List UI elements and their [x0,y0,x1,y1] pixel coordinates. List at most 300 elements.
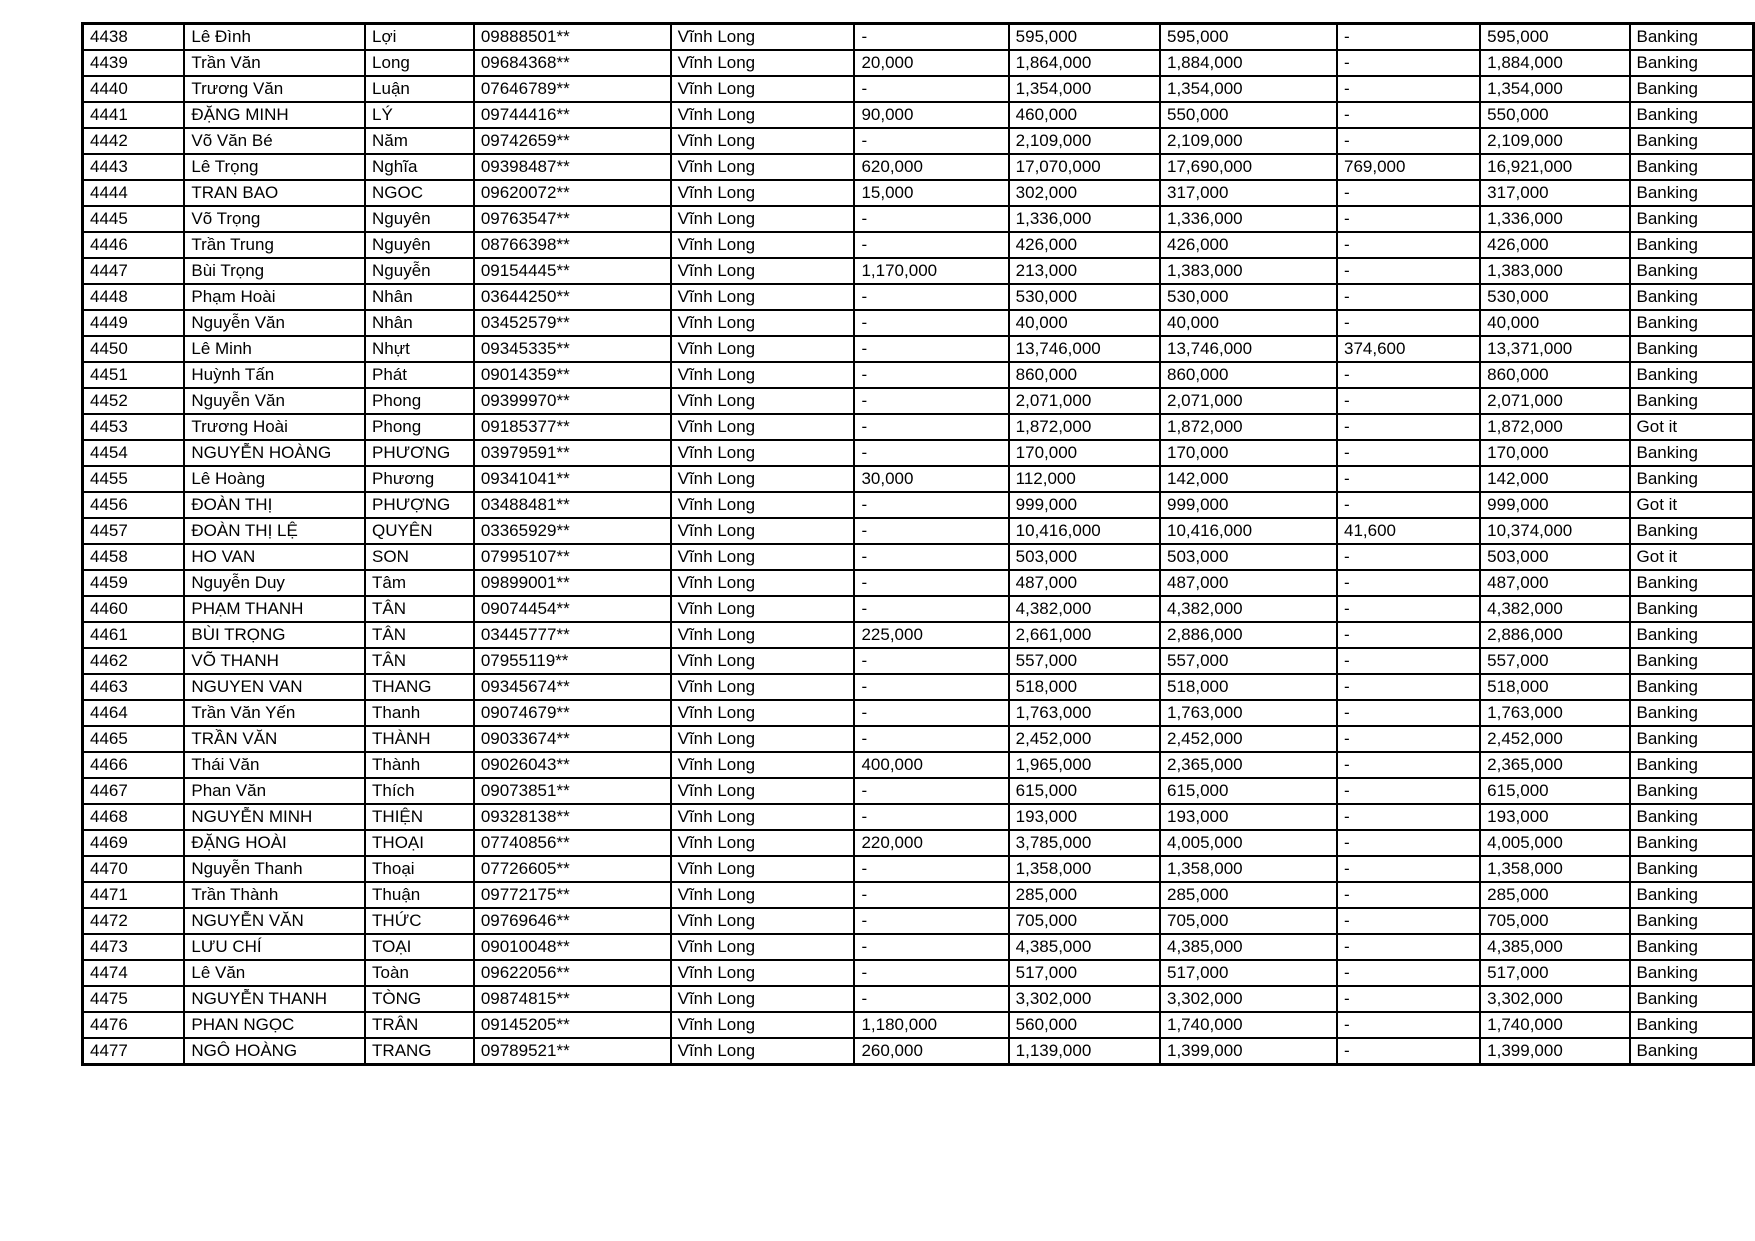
cell-province: Vĩnh Long [671,544,855,570]
cell-amount-4: - [1337,362,1480,388]
cell-amount-1: 620,000 [854,154,1008,180]
cell-first-name: Luận [365,76,474,102]
cell-province: Vĩnh Long [671,622,855,648]
cell-amount-2: 860,000 [1009,362,1160,388]
cell-amount-3: 142,000 [1160,466,1337,492]
cell-id: 4470 [83,856,185,882]
cell-amount-3: 4,005,000 [1160,830,1337,856]
cell-province: Vĩnh Long [671,24,855,51]
cell-amount-5: 2,886,000 [1480,622,1629,648]
cell-amount-3: 2,071,000 [1160,388,1337,414]
cell-phone: 09789521** [474,1038,671,1065]
cell-status: Banking [1630,440,1754,466]
cell-amount-1: - [854,414,1008,440]
cell-id: 4450 [83,336,185,362]
cell-province: Vĩnh Long [671,778,855,804]
cell-amount-5: 16,921,000 [1480,154,1629,180]
cell-amount-5: 1,354,000 [1480,76,1629,102]
cell-id: 4452 [83,388,185,414]
cell-amount-2: 2,452,000 [1009,726,1160,752]
cell-amount-3: 1,872,000 [1160,414,1337,440]
cell-amount-2: 1,763,000 [1009,700,1160,726]
cell-first-name: Năm [365,128,474,154]
cell-province: Vĩnh Long [671,206,855,232]
cell-amount-3: 503,000 [1160,544,1337,570]
cell-amount-1: - [854,570,1008,596]
cell-amount-3: 4,382,000 [1160,596,1337,622]
cell-first-name: Long [365,50,474,76]
cell-province: Vĩnh Long [671,76,855,102]
cell-phone: 09014359** [474,362,671,388]
cell-amount-1: 20,000 [854,50,1008,76]
cell-last-name: NGÔ HOÀNG [184,1038,365,1065]
cell-status: Banking [1630,388,1754,414]
cell-amount-2: 13,746,000 [1009,336,1160,362]
cell-amount-1: - [854,76,1008,102]
cell-amount-3: 550,000 [1160,102,1337,128]
cell-first-name: THÀNH [365,726,474,752]
cell-phone: 09769646** [474,908,671,934]
cell-id: 4466 [83,752,185,778]
cell-first-name: LÝ [365,102,474,128]
cell-first-name: Nguyên [365,232,474,258]
cell-phone: 09620072** [474,180,671,206]
cell-status: Banking [1630,960,1754,986]
cell-amount-2: 595,000 [1009,24,1160,51]
cell-amount-2: 1,354,000 [1009,76,1160,102]
cell-id: 4459 [83,570,185,596]
cell-amount-2: 1,872,000 [1009,414,1160,440]
cell-id: 4471 [83,882,185,908]
cell-amount-2: 2,661,000 [1009,622,1160,648]
cell-amount-1: - [854,232,1008,258]
cell-amount-5: 1,358,000 [1480,856,1629,882]
cell-amount-4: - [1337,466,1480,492]
table-row [83,154,1754,180]
cell-first-name: THOẠI [365,830,474,856]
cell-amount-3: 17,690,000 [1160,154,1337,180]
cell-status: Banking [1630,934,1754,960]
cell-amount-5: 1,763,000 [1480,700,1629,726]
cell-amount-4: - [1337,544,1480,570]
cell-amount-4: - [1337,934,1480,960]
cell-first-name: Lợi [365,24,474,51]
table-row [83,492,1754,518]
cell-province: Vĩnh Long [671,726,855,752]
cell-last-name: Lê Minh [184,336,365,362]
cell-phone: 09073851** [474,778,671,804]
cell-phone: 07740856** [474,830,671,856]
table-row [83,778,1754,804]
cell-status: Banking [1630,76,1754,102]
cell-amount-3: 170,000 [1160,440,1337,466]
table-row [83,622,1754,648]
cell-last-name: LƯU CHÍ [184,934,365,960]
cell-amount-1: - [854,206,1008,232]
cell-status: Banking [1630,1012,1754,1038]
cell-amount-1: - [854,544,1008,570]
cell-phone: 09074679** [474,700,671,726]
cell-amount-1: - [854,362,1008,388]
cell-status: Banking [1630,128,1754,154]
cell-amount-1: 30,000 [854,466,1008,492]
cell-phone: 09033674** [474,726,671,752]
cell-amount-5: 1,740,000 [1480,1012,1629,1038]
cell-amount-3: 2,452,000 [1160,726,1337,752]
cell-id: 4476 [83,1012,185,1038]
cell-province: Vĩnh Long [671,466,855,492]
cell-amount-5: 615,000 [1480,778,1629,804]
table-row [83,882,1754,908]
cell-last-name: Võ Văn Bé [184,128,365,154]
table-row [83,76,1754,102]
cell-province: Vĩnh Long [671,284,855,310]
cell-amount-5: 4,382,000 [1480,596,1629,622]
cell-amount-3: 557,000 [1160,648,1337,674]
cell-first-name: TÂN [365,648,474,674]
cell-phone: 09899001** [474,570,671,596]
cell-province: Vĩnh Long [671,128,855,154]
cell-last-name: Trương Văn [184,76,365,102]
cell-amount-4: - [1337,258,1480,284]
table-row [83,128,1754,154]
cell-amount-3: 285,000 [1160,882,1337,908]
cell-amount-4: - [1337,414,1480,440]
cell-status: Banking [1630,362,1754,388]
cell-last-name: Phan Văn [184,778,365,804]
cell-amount-5: 142,000 [1480,466,1629,492]
cell-amount-5: 517,000 [1480,960,1629,986]
cell-last-name: Trần Văn Yến [184,700,365,726]
table-row [83,986,1754,1012]
cell-amount-2: 426,000 [1009,232,1160,258]
cell-amount-5: 13,371,000 [1480,336,1629,362]
cell-last-name: ĐOÀN THỊ [184,492,365,518]
cell-province: Vĩnh Long [671,960,855,986]
cell-phone: 03488481** [474,492,671,518]
cell-id: 4448 [83,284,185,310]
cell-last-name: TRẦN VĂN [184,726,365,752]
cell-amount-5: 193,000 [1480,804,1629,830]
cell-first-name: Phong [365,414,474,440]
cell-amount-2: 999,000 [1009,492,1160,518]
cell-status: Banking [1630,310,1754,336]
payout-table [81,22,1755,1066]
cell-first-name: NGOC [365,180,474,206]
cell-amount-4: - [1337,206,1480,232]
cell-first-name: Nghĩa [365,154,474,180]
cell-amount-1: - [854,440,1008,466]
cell-amount-1: - [854,128,1008,154]
cell-first-name: TÂN [365,596,474,622]
cell-amount-2: 302,000 [1009,180,1160,206]
cell-last-name: Nguyễn Văn [184,310,365,336]
cell-last-name: Trần Văn [184,50,365,76]
cell-province: Vĩnh Long [671,1038,855,1065]
cell-status: Banking [1630,726,1754,752]
table-row [83,700,1754,726]
cell-phone: 07646789** [474,76,671,102]
cell-amount-4: - [1337,986,1480,1012]
cell-id: 4447 [83,258,185,284]
cell-amount-5: 2,109,000 [1480,128,1629,154]
cell-id: 4439 [83,50,185,76]
cell-amount-2: 2,109,000 [1009,128,1160,154]
cell-amount-3: 860,000 [1160,362,1337,388]
cell-last-name: Lê Văn [184,960,365,986]
cell-amount-2: 4,382,000 [1009,596,1160,622]
cell-amount-4: - [1337,752,1480,778]
cell-amount-1: - [854,336,1008,362]
cell-phone: 09744416** [474,102,671,128]
cell-last-name: Lê Đình [184,24,365,51]
cell-amount-1: - [854,284,1008,310]
cell-first-name: TOẠI [365,934,474,960]
table-body [83,24,1754,1065]
cell-province: Vĩnh Long [671,336,855,362]
cell-id: 4464 [83,700,185,726]
cell-id: 4474 [83,960,185,986]
table-row [83,388,1754,414]
cell-last-name: ĐẶNG MINH [184,102,365,128]
cell-first-name: PHƯƠNG [365,440,474,466]
cell-status: Banking [1630,180,1754,206]
cell-phone: 09154445** [474,258,671,284]
cell-phone: 09742659** [474,128,671,154]
cell-amount-1: 90,000 [854,102,1008,128]
cell-first-name: THANG [365,674,474,700]
cell-first-name: SON [365,544,474,570]
cell-status: Banking [1630,466,1754,492]
cell-status: Banking [1630,518,1754,544]
cell-last-name: Thái Văn [184,752,365,778]
cell-amount-3: 1,740,000 [1160,1012,1337,1038]
cell-amount-2: 4,385,000 [1009,934,1160,960]
cell-amount-4: - [1337,76,1480,102]
table-row [83,856,1754,882]
cell-phone: 07955119** [474,648,671,674]
table-row [83,674,1754,700]
table-row [83,336,1754,362]
cell-first-name: Thuận [365,882,474,908]
cell-amount-2: 557,000 [1009,648,1160,674]
cell-amount-5: 170,000 [1480,440,1629,466]
cell-amount-1: - [854,934,1008,960]
cell-first-name: THỨC [365,908,474,934]
cell-id: 4458 [83,544,185,570]
cell-amount-4: - [1337,570,1480,596]
cell-last-name: NGUYỄN MINH [184,804,365,830]
cell-province: Vĩnh Long [671,102,855,128]
cell-phone: 07995107** [474,544,671,570]
cell-amount-4: - [1337,778,1480,804]
table-row [83,544,1754,570]
cell-last-name: BÙI TRỌNG [184,622,365,648]
cell-province: Vĩnh Long [671,154,855,180]
cell-amount-4: - [1337,440,1480,466]
table-row [83,440,1754,466]
cell-last-name: Nguyễn Duy [184,570,365,596]
cell-status: Banking [1630,804,1754,830]
cell-amount-5: 2,365,000 [1480,752,1629,778]
table-row [83,726,1754,752]
cell-last-name: HO VAN [184,544,365,570]
cell-status: Banking [1630,50,1754,76]
cell-id: 4472 [83,908,185,934]
cell-province: Vĩnh Long [671,570,855,596]
cell-first-name: Nhựt [365,336,474,362]
cell-first-name: TRANG [365,1038,474,1065]
cell-amount-4: - [1337,596,1480,622]
cell-amount-2: 1,965,000 [1009,752,1160,778]
cell-amount-5: 40,000 [1480,310,1629,336]
cell-province: Vĩnh Long [671,934,855,960]
cell-amount-4: - [1337,128,1480,154]
cell-first-name: PHƯỢNG [365,492,474,518]
cell-amount-1: - [854,804,1008,830]
cell-amount-2: 3,785,000 [1009,830,1160,856]
table-row [83,648,1754,674]
cell-status: Banking [1630,258,1754,284]
table-row [83,830,1754,856]
cell-amount-2: 17,070,000 [1009,154,1160,180]
table-row [83,1012,1754,1038]
cell-phone: 09345335** [474,336,671,362]
cell-amount-3: 4,385,000 [1160,934,1337,960]
cell-amount-5: 317,000 [1480,180,1629,206]
cell-amount-2: 487,000 [1009,570,1160,596]
cell-id: 4462 [83,648,185,674]
cell-amount-5: 705,000 [1480,908,1629,934]
cell-amount-4: - [1337,492,1480,518]
cell-first-name: Nguyễn [365,258,474,284]
cell-amount-4: 41,600 [1337,518,1480,544]
cell-province: Vĩnh Long [671,908,855,934]
cell-amount-3: 10,416,000 [1160,518,1337,544]
cell-amount-1: - [854,388,1008,414]
table-row [83,960,1754,986]
cell-phone: 09772175** [474,882,671,908]
cell-id: 4469 [83,830,185,856]
cell-last-name: NGUYEN VAN [184,674,365,700]
cell-amount-4: - [1337,310,1480,336]
cell-phone: 03452579** [474,310,671,336]
cell-first-name: Phương [365,466,474,492]
cell-phone: 09185377** [474,414,671,440]
cell-last-name: Phạm Hoài [184,284,365,310]
cell-amount-3: 615,000 [1160,778,1337,804]
cell-province: Vĩnh Long [671,804,855,830]
cell-amount-5: 1,884,000 [1480,50,1629,76]
cell-status: Banking [1630,856,1754,882]
cell-amount-4: - [1337,180,1480,206]
cell-amount-4: - [1337,648,1480,674]
cell-amount-5: 285,000 [1480,882,1629,908]
cell-amount-1: - [854,596,1008,622]
cell-amount-5: 3,302,000 [1480,986,1629,1012]
cell-amount-1: 220,000 [854,830,1008,856]
cell-amount-5: 550,000 [1480,102,1629,128]
cell-id: 4468 [83,804,185,830]
cell-amount-1: 225,000 [854,622,1008,648]
cell-province: Vĩnh Long [671,310,855,336]
table-row [83,466,1754,492]
cell-province: Vĩnh Long [671,388,855,414]
cell-phone: 09684368** [474,50,671,76]
cell-province: Vĩnh Long [671,856,855,882]
cell-amount-4: 374,600 [1337,336,1480,362]
cell-last-name: ĐOÀN THỊ LỆ [184,518,365,544]
cell-first-name: TRÂN [365,1012,474,1038]
cell-status: Banking [1630,24,1754,51]
cell-status: Banking [1630,102,1754,128]
cell-phone: 03365929** [474,518,671,544]
cell-amount-1: 15,000 [854,180,1008,206]
cell-amount-4: - [1337,102,1480,128]
cell-amount-5: 10,374,000 [1480,518,1629,544]
cell-amount-2: 285,000 [1009,882,1160,908]
cell-amount-4: 769,000 [1337,154,1480,180]
cell-amount-1: 400,000 [854,752,1008,778]
cell-amount-5: 999,000 [1480,492,1629,518]
cell-amount-3: 426,000 [1160,232,1337,258]
cell-amount-1: 1,170,000 [854,258,1008,284]
cell-province: Vĩnh Long [671,830,855,856]
table-row [83,934,1754,960]
cell-last-name: NGUYỄN THANH [184,986,365,1012]
cell-last-name: Trần Trung [184,232,365,258]
cell-phone: 09026043** [474,752,671,778]
cell-id: 4438 [83,24,185,51]
cell-first-name: Thành [365,752,474,778]
cell-last-name: TRAN BAO [184,180,365,206]
cell-province: Vĩnh Long [671,492,855,518]
cell-id: 4444 [83,180,185,206]
cell-last-name: Huỳnh Tấn [184,362,365,388]
cell-amount-3: 530,000 [1160,284,1337,310]
table-row [83,206,1754,232]
cell-phone: 09398487** [474,154,671,180]
cell-id: 4446 [83,232,185,258]
cell-last-name: ĐẶNG HOÀI [184,830,365,856]
cell-amount-5: 518,000 [1480,674,1629,700]
cell-status: Banking [1630,596,1754,622]
cell-amount-3: 193,000 [1160,804,1337,830]
cell-amount-3: 595,000 [1160,24,1337,51]
cell-id: 4451 [83,362,185,388]
cell-amount-2: 615,000 [1009,778,1160,804]
cell-first-name: Nguyên [365,206,474,232]
cell-status: Banking [1630,778,1754,804]
cell-amount-1: - [854,674,1008,700]
table-row [83,804,1754,830]
cell-amount-2: 705,000 [1009,908,1160,934]
cell-amount-2: 460,000 [1009,102,1160,128]
cell-amount-2: 1,864,000 [1009,50,1160,76]
cell-amount-3: 40,000 [1160,310,1337,336]
cell-amount-4: - [1337,674,1480,700]
cell-phone: 09328138** [474,804,671,830]
cell-id: 4463 [83,674,185,700]
table-row [83,258,1754,284]
cell-status: Banking [1630,284,1754,310]
cell-amount-2: 560,000 [1009,1012,1160,1038]
cell-amount-5: 860,000 [1480,362,1629,388]
cell-id: 4473 [83,934,185,960]
cell-amount-3: 517,000 [1160,960,1337,986]
cell-amount-1: 1,180,000 [854,1012,1008,1038]
cell-first-name: QUYÊN [365,518,474,544]
